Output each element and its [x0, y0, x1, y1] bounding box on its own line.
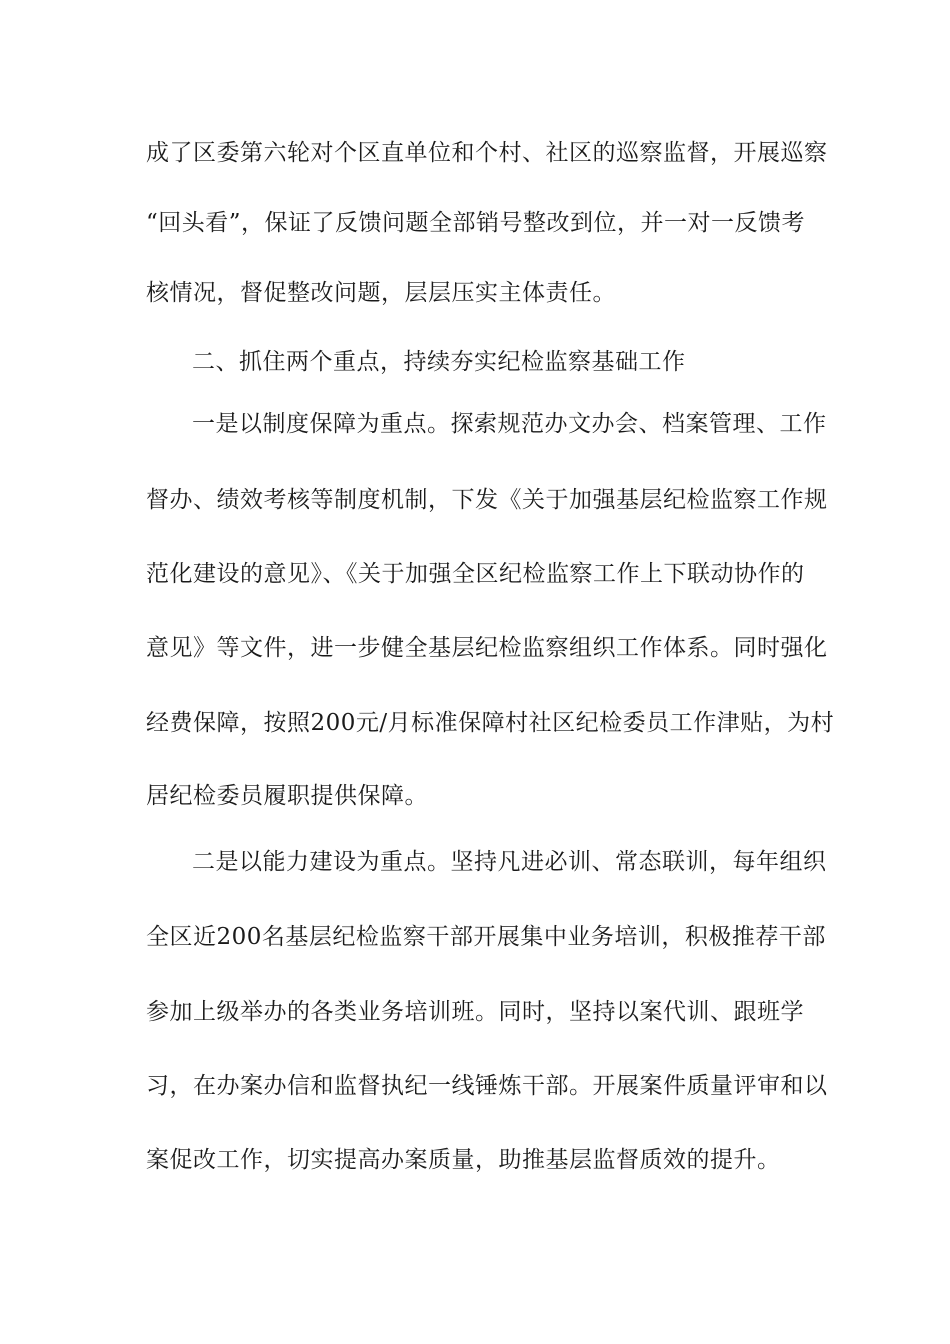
paragraph-2-line-2: 督办、绩效考核等制度机制，下发《关于加强基层纪检监察工作规 — [146, 487, 828, 513]
paragraph-1-line-2: “回头看”，保证了反馈问题全部销号整改到位，并一对一反馈考 — [146, 210, 806, 236]
paragraph-2-line-4: 意见》等文件，进一步健全基层纪检监察组织工作体系。同时强化 — [146, 635, 828, 661]
paragraph-3-line-5: 案促改工作，切实提高办案质量，助推基层监督质效的提升。 — [146, 1147, 781, 1173]
section-heading-2: 二、抓住两个重点，持续夯实纪检监察基础工作 — [192, 349, 686, 375]
paragraph-1-line-1: 成了区委第六轮对个区直单位和个村、社区的巡察监督，开展巡察 — [146, 140, 828, 166]
paragraph-1-line-3: 核情况，督促整改问题，层层压实主体责任。 — [146, 280, 616, 306]
paragraph-2-line-3: 范化建设的意见》、《关于加强全区纪检监察工作上下联动协作的 — [146, 561, 805, 587]
paragraph-3-line-2: 全区近200名基层纪检监察干部开展集中业务培训，积极推荐干部 — [146, 924, 826, 950]
paragraph-2-line-5: 经费保障，按照200元/月标准保障村社区纪检委员工作津贴，为村 — [146, 710, 835, 736]
paragraph-2-line-6: 居纪检委员履职提供保障。 — [146, 783, 428, 809]
paragraph-3-line-3: 参加上级举办的各类业务培训班。同时，坚持以案代训、跟班学 — [146, 999, 804, 1025]
paragraph-2-line-1: 一是以制度保障为重点。探索规范办文办会、档案管理、工作 — [192, 411, 827, 437]
paragraph-3-line-4: 习，在办案办信和监督执纪一线锤炼干部。开展案件质量评审和以 — [146, 1073, 828, 1099]
paragraph-3-line-1: 二是以能力建设为重点。坚持凡进必训、常态联训，每年组织 — [192, 849, 827, 875]
